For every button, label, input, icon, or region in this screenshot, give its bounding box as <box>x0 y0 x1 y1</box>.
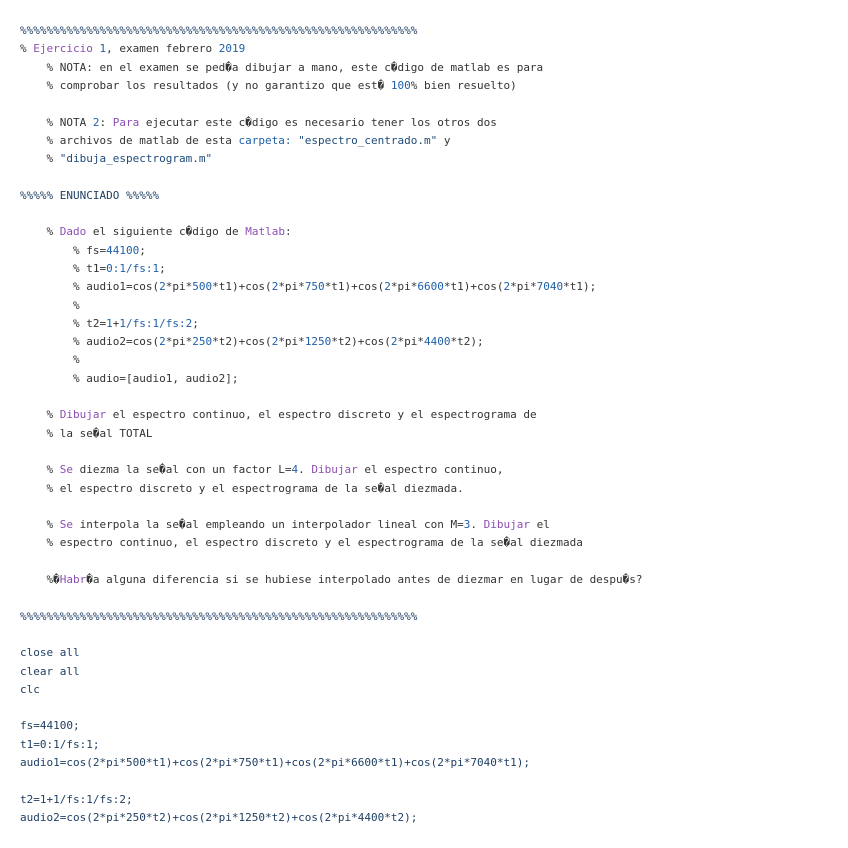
code-line <box>20 717 80 735</box>
code-line <box>20 571 643 589</box>
code-token: Dibujar <box>311 463 358 477</box>
code-token: % la se�al TOTAL <box>20 426 153 440</box>
code-token: carpeta: <box>238 133 292 147</box>
code-token: % <box>20 42 34 56</box>
code-token: ; <box>159 261 166 275</box>
code-token: *pi* <box>278 335 305 349</box>
code-line <box>20 791 133 809</box>
code-line <box>20 315 199 333</box>
code-token: audio2=cos(2*pi*250*t2)+cos(2*pi*1250*t2)+cos(2*pi*4400*t2); <box>20 810 418 824</box>
code-line <box>20 114 497 132</box>
code-token: 2 <box>390 335 398 349</box>
code-token: *pi* <box>165 335 193 349</box>
code-token: *t1); <box>563 280 597 294</box>
code-token: t1=0:1/fs:1; <box>20 737 100 751</box>
code-token: diezma la se�al con un factor L= <box>73 463 292 477</box>
code-line <box>20 187 159 205</box>
code-line <box>20 370 239 388</box>
code-line <box>20 223 292 241</box>
code-line <box>20 77 517 95</box>
code-line <box>20 242 146 260</box>
code-token: *pi* <box>390 280 418 294</box>
code-token: : <box>99 115 113 129</box>
code-token: el espectro continuo, el espectro discreto y el espectrograma de <box>106 408 537 422</box>
code-token: Para <box>112 115 140 129</box>
code-token: el siguiente c�digo de <box>86 225 246 239</box>
code-token: *pi* <box>397 335 425 349</box>
code-line <box>20 516 550 534</box>
code-token: el <box>529 518 550 532</box>
code-token: + <box>112 316 120 330</box>
code-token: *t1)+cos( <box>324 280 385 294</box>
code-token: 2 <box>384 280 391 294</box>
code-token: *t1)+cos( <box>443 280 504 294</box>
code-line <box>20 736 99 754</box>
code-token: audio1=cos(2*pi*500*t1)+cos(2*pi*750*t1)+cos(2*pi*6600*t1)+cos(2*pi*7040*t1); <box>20 756 530 769</box>
code-token: Dibujar <box>483 518 530 532</box>
code-token: , examen febrero <box>106 42 219 56</box>
code-line <box>20 663 80 681</box>
code-line <box>20 534 583 552</box>
code-token: % <box>20 353 80 367</box>
code-token: 1 <box>99 42 107 56</box>
code-token: clear all <box>20 664 80 678</box>
code-line <box>20 22 417 40</box>
code-token: 6600 <box>417 280 444 294</box>
code-token: *pi* <box>278 280 305 294</box>
code-token: 0:1/fs:1 <box>106 261 160 275</box>
code-token: fs=44100; <box>20 719 80 733</box>
code-line <box>20 351 80 369</box>
code-token: Se <box>59 463 73 477</box>
code-token: : <box>284 225 292 239</box>
code-token: el espectro continuo, <box>357 463 504 477</box>
code-line <box>20 681 40 699</box>
code-token: % <box>20 225 60 239</box>
code-token: % audio1=cos( <box>20 280 160 294</box>
code-token: % <box>20 298 80 312</box>
code-token: % <box>20 408 60 422</box>
code-token: % <box>20 518 60 532</box>
code-token: *pi* <box>165 280 193 294</box>
code-token: 1/fs:1/fs:2 <box>119 316 193 330</box>
code-token: 500 <box>192 280 213 294</box>
code-token: % archivos de matlab de esta <box>20 133 239 147</box>
code-line <box>20 278 596 296</box>
code-token: ejecutar este c�digo es necesario tener los otros dos <box>139 115 497 129</box>
code-token: *pi* <box>510 280 537 294</box>
code-token: %� <box>20 573 60 586</box>
code-token: %%%%%%%%%%%%%%%%%%%%%%%%%%%%%%%%%%%%%%%%%%%%%%%%%%%%%%%%%%%% <box>20 609 418 623</box>
code-line <box>20 608 417 626</box>
code-line <box>20 461 503 479</box>
code-token: 2 <box>271 280 279 294</box>
code-token: % fs= <box>20 243 107 257</box>
code-line <box>20 59 543 77</box>
code-token: 7040 <box>536 280 564 294</box>
code-token: % comprobar los resultados (y no garantizo que est� <box>20 78 391 92</box>
code-token: close all <box>20 646 80 660</box>
code-token: "dibuja_espectrogram.m" <box>59 152 213 166</box>
code-token: % <box>20 152 60 166</box>
code-token: *t2)+cos( <box>331 335 391 349</box>
code-token: % NOTA <box>20 115 93 129</box>
code-token: �a alguna diferencia si se hubiese interpolado antes de diezmar en lugar de despu�s? <box>86 573 643 586</box>
code-line <box>20 333 484 351</box>
code-line <box>20 40 245 58</box>
code-token: % NOTA: en el examen se ped�a dibujar a mano, este c�digo de matlab es para <box>20 60 544 74</box>
code-token: 4 <box>291 463 299 477</box>
code-token: . <box>298 463 312 477</box>
code-token: Matlab <box>245 225 285 239</box>
code-token: ; <box>192 316 199 330</box>
code-token: % audio=[audio1, audio2]; <box>20 371 239 385</box>
code-token: t2=1+1/fs:1/fs:2; <box>20 792 133 806</box>
code-token: 3 <box>463 518 471 532</box>
code-token: Dado <box>59 225 87 239</box>
code-token: 1250 <box>304 335 332 349</box>
code-line <box>20 132 450 150</box>
code-token: % espectro continuo, el espectro discreto y el espectrograma de la se�al diezmada <box>20 536 583 550</box>
code-token: 4400 <box>424 335 451 349</box>
code-token: "espectro_centrado.m" <box>298 133 438 147</box>
code-token: Habr <box>59 573 87 586</box>
code-token: % t1= <box>20 261 107 275</box>
code-line <box>20 260 166 278</box>
code-token: *t2); <box>450 335 484 349</box>
code-token: 2019 <box>218 42 246 56</box>
code-token: 2 <box>503 280 511 294</box>
code-line <box>20 809 417 827</box>
code-line <box>20 480 464 498</box>
code-line <box>20 406 537 424</box>
code-token: Se <box>59 518 73 532</box>
code-line <box>20 754 530 772</box>
code-line <box>20 425 152 443</box>
code-token: 1 <box>106 316 113 330</box>
code-token: 44100 <box>106 243 140 257</box>
code-token: 2 <box>271 335 279 349</box>
code-line <box>20 644 80 662</box>
code-token: clc <box>20 682 40 696</box>
code-token: . <box>470 518 484 532</box>
code-token: %%%%%%%%%%%%%%%%%%%%%%%%%%%%%%%%%%%%%%%%%%%%%%%%%%%%%%%%%%%% <box>20 24 418 37</box>
code-token: 250 <box>192 335 213 349</box>
code-line <box>20 297 80 315</box>
code-token: % <box>20 463 60 477</box>
code-token: 2 <box>92 115 100 129</box>
code-line <box>20 150 212 168</box>
code-token: 2 <box>159 280 166 294</box>
code-token: 100 <box>390 78 411 92</box>
code-token: y <box>437 133 451 147</box>
code-token: 2 <box>159 335 166 349</box>
code-token: %%%%% ENUNCIADO %%%%% <box>20 188 160 202</box>
code-token: ; <box>139 243 146 257</box>
code-token: interpola la se�al empleando un interpolador lineal con M= <box>73 518 464 532</box>
code-token: Ejercicio <box>33 42 93 56</box>
code-token: 750 <box>304 280 325 294</box>
code-token: *t2)+cos( <box>212 335 272 349</box>
code-token: *t1)+cos( <box>212 280 272 294</box>
code-token: % bien resuelto) <box>410 78 517 92</box>
code-token: % audio2=cos( <box>20 335 160 349</box>
code-token: % el espectro discreto y el espectrograma de la se�al diezmada. <box>20 481 464 495</box>
code-token: % t2= <box>20 316 107 330</box>
code-token: Dibujar <box>59 408 107 422</box>
